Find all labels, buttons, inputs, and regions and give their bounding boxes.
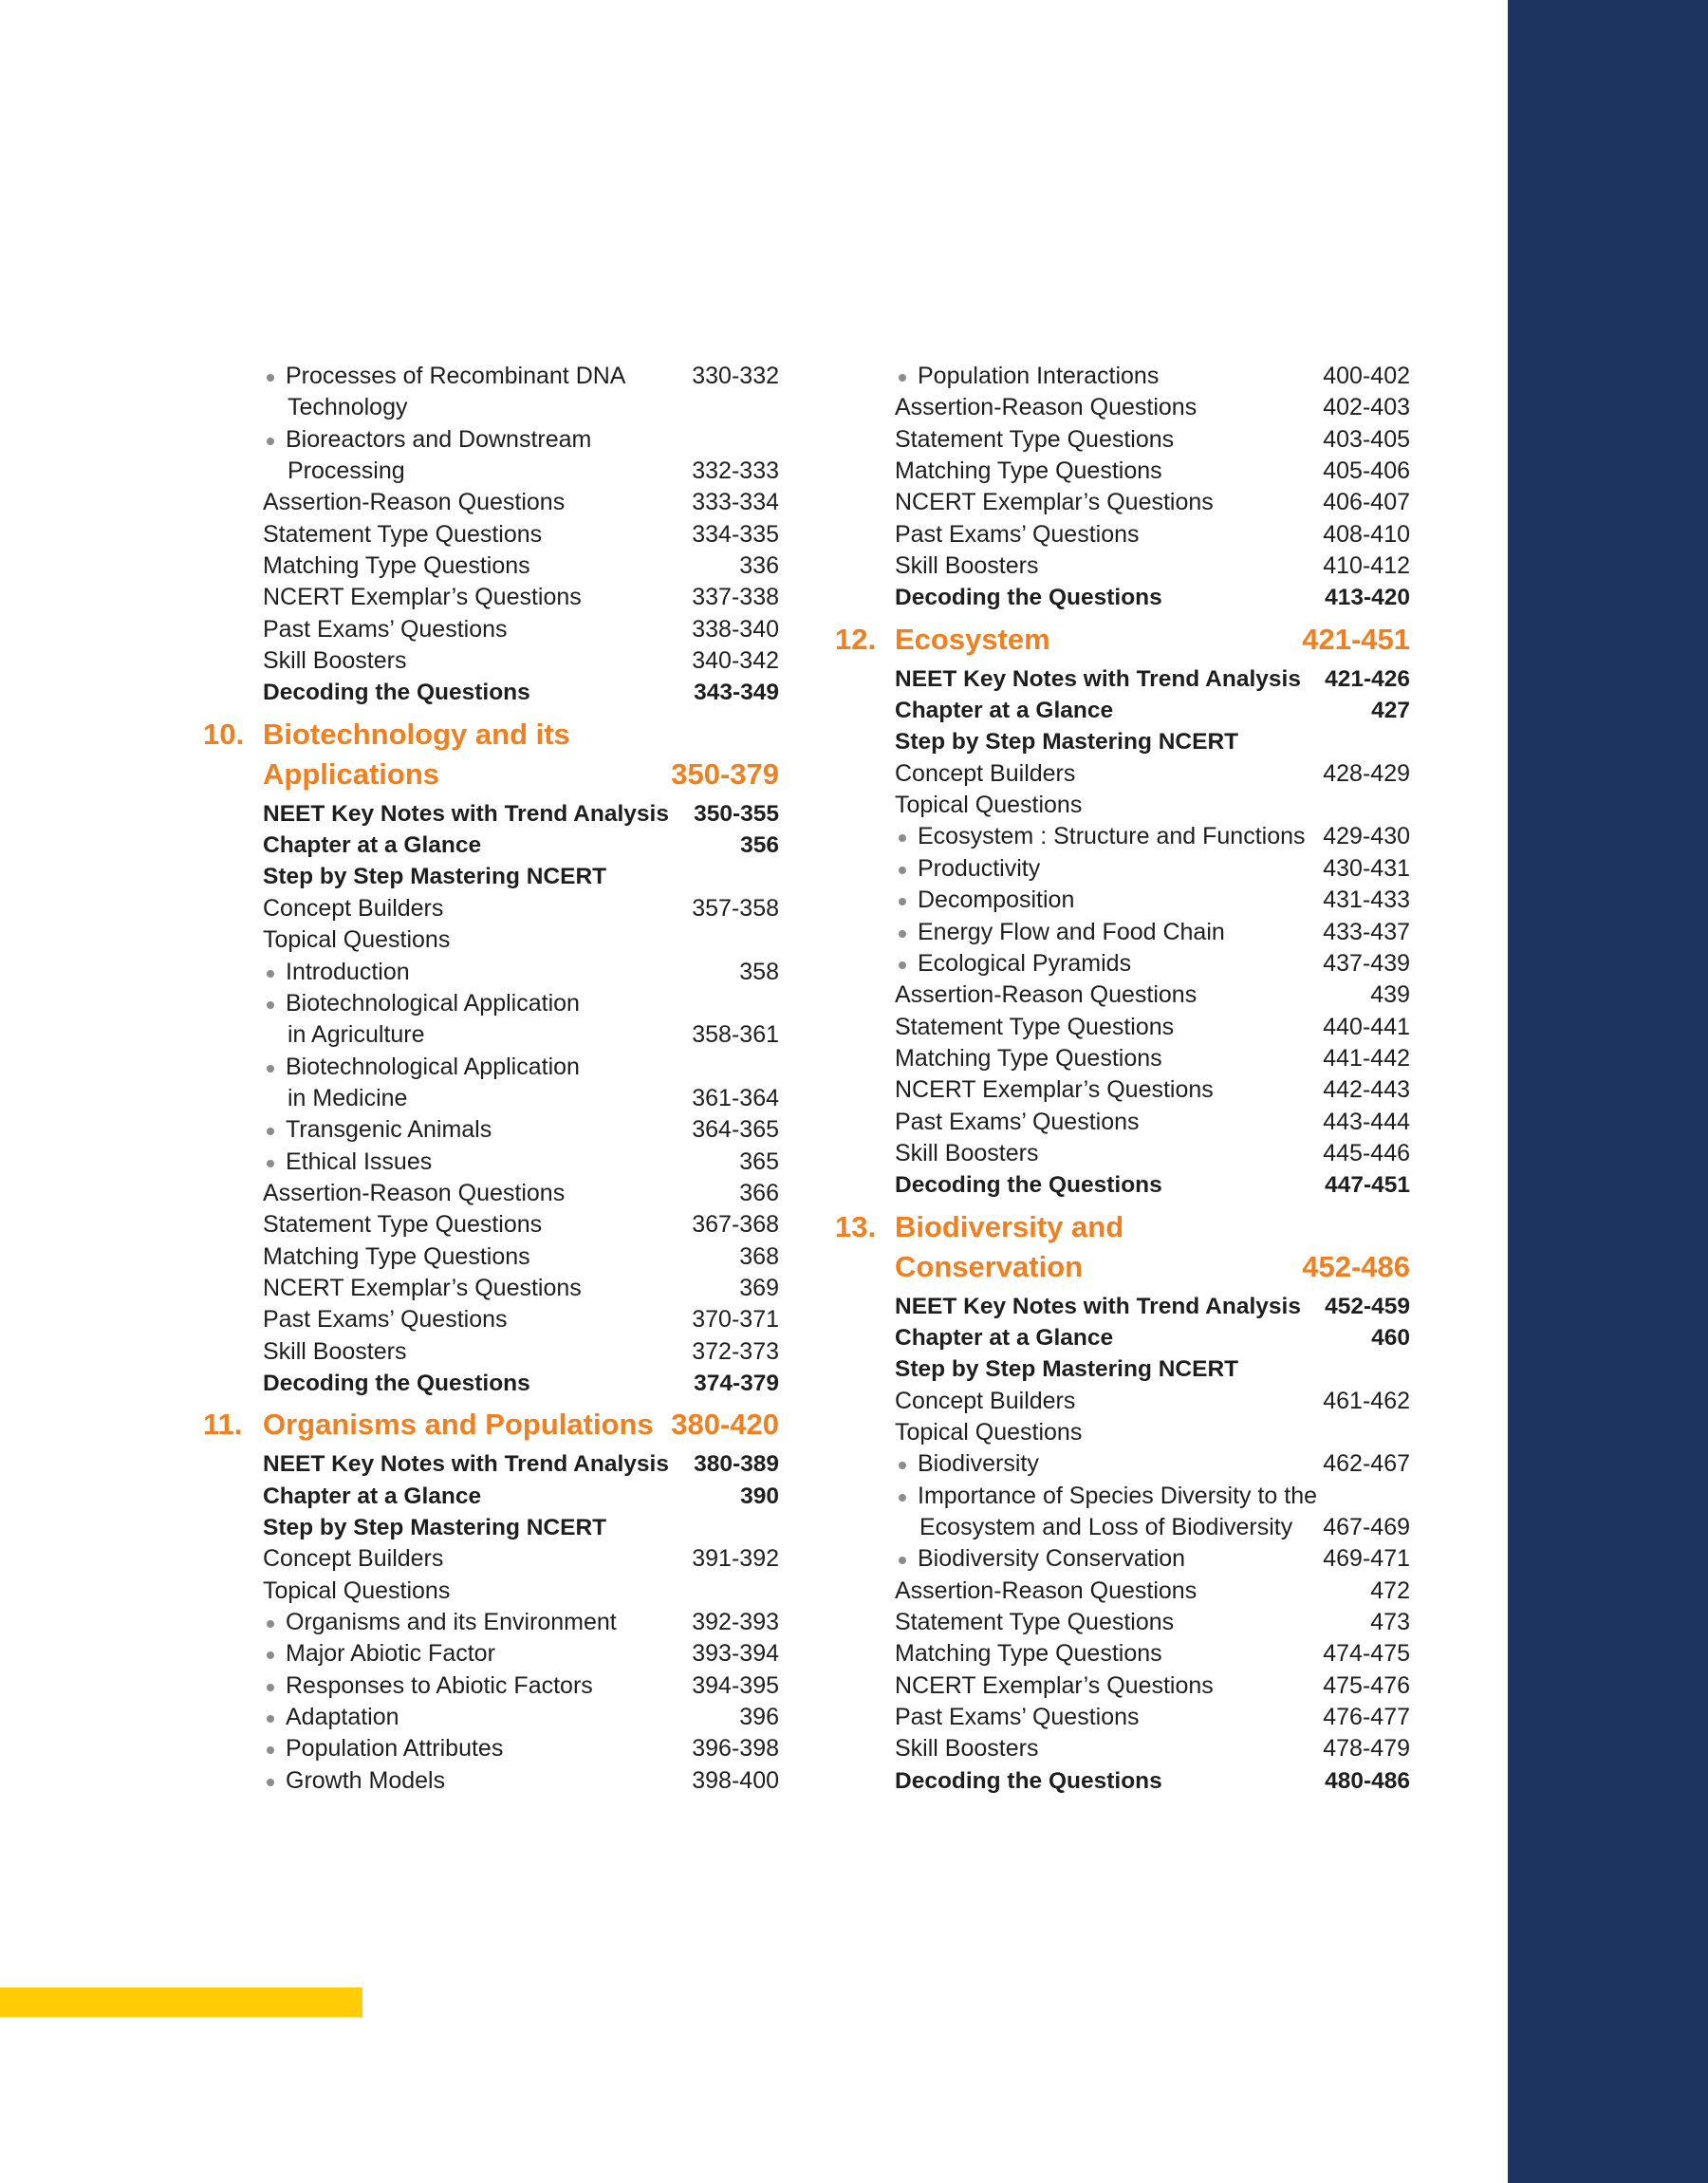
toc-entry-page: 428-429: [1323, 759, 1410, 787]
toc-entry-title: in Medicine: [288, 1084, 408, 1111]
toc-entry-page: 391-392: [692, 1545, 779, 1573]
toc-entry-title: Decoding the Questions: [263, 680, 530, 706]
toc-entry[interactable]: [835, 519, 1410, 550]
toc-entry-title: Decomposition: [918, 886, 1075, 914]
toc-entry-title: NCERT Exemplar’s Questions: [895, 1076, 1214, 1104]
toc-entry-page: 452-459: [1325, 1293, 1410, 1319]
chapter-pages: 452-486: [1302, 1249, 1410, 1283]
toc-entry[interactable]: [203, 456, 779, 487]
toc-entry[interactable]: [203, 957, 779, 988]
toc-items-continued-ch11: [835, 361, 1410, 614]
toc-entry-title: Chapter at a Glance: [263, 1483, 482, 1509]
toc-entry-title: Past Exams’ Questions: [895, 520, 1140, 548]
toc-entry-title: Assertion-Reason Questions: [895, 1577, 1197, 1604]
toc-entry-page: 336: [739, 552, 779, 580]
toc-entry[interactable]: [203, 924, 779, 956]
toc-entry-page: 396: [739, 1704, 779, 1731]
toc-entry-title: Ethical Issues: [286, 1147, 433, 1175]
toc-entry-title: Statement Type Questions: [895, 1013, 1175, 1040]
toc-entry[interactable]: [835, 392, 1410, 423]
toc-entry-page: 398-400: [692, 1766, 779, 1794]
toc-entry-page: 447-451: [1325, 1172, 1410, 1199]
toc-entry[interactable]: [835, 1512, 1410, 1543]
toc-left-column: [203, 361, 779, 1797]
toc-items-ch12: [835, 663, 1410, 1202]
toc-entry-page: 358-361: [692, 1021, 779, 1049]
toc-entry-title: Decoding the Questions: [895, 585, 1162, 611]
toc-entry-page: 356: [740, 832, 779, 859]
toc-entry[interactable]: [835, 980, 1410, 1011]
toc-entry-page: 429-430: [1323, 823, 1410, 850]
toc-entry-page: 369: [739, 1274, 779, 1301]
toc-entry[interactable]: [203, 1638, 779, 1670]
toc-entry-page: 473: [1370, 1609, 1410, 1636]
toc-entry[interactable]: [835, 456, 1410, 487]
toc-entry-title: Ecological Pyramids: [918, 949, 1132, 977]
toc-entry-title: Step by Step Mastering NCERT: [895, 1356, 1239, 1383]
toc-entry-page: 368: [739, 1242, 779, 1270]
toc-entry-title: Skill Boosters: [263, 1337, 407, 1365]
toc-entry-title: Decoding the Questions: [895, 1172, 1162, 1199]
toc-entry-title: Past Exams’ Questions: [895, 1108, 1140, 1135]
toc-entry-page: 330-332: [692, 363, 779, 389]
toc-entry[interactable]: [835, 1012, 1410, 1043]
toc-entry[interactable]: [835, 853, 1410, 885]
chapter-number: 12.: [835, 622, 877, 656]
toc-entry-title: Matching Type Questions: [895, 1044, 1162, 1072]
toc-entry-title: Skill Boosters: [895, 1139, 1039, 1166]
toc-entry-title: Skill Boosters: [895, 552, 1039, 580]
toc-entry-title: Processes of Recombinant DNA: [286, 363, 626, 389]
toc-entry-page: 396-398: [692, 1735, 779, 1763]
toc-entry[interactable]: [835, 885, 1410, 916]
toc-entry-title: Concept Builders: [895, 1387, 1076, 1414]
toc-entry[interactable]: [835, 1638, 1410, 1670]
toc-entry-title: Step by Step Mastering NCERT: [263, 1515, 607, 1540]
toc-entry-title: Decoding the Questions: [895, 1767, 1162, 1794]
toc-entry[interactable]: [835, 1074, 1410, 1106]
toc-entry[interactable]: [203, 361, 779, 392]
chapter-heading-12[interactable]: [835, 620, 1410, 660]
toc-entry[interactable]: [203, 487, 779, 518]
chapter-heading-10[interactable]: [203, 715, 779, 755]
chapter-heading-13[interactable]: [835, 1207, 1410, 1247]
toc-entry[interactable]: [203, 1083, 779, 1114]
toc-entry[interactable]: [203, 1670, 779, 1702]
toc-entry-title: Assertion-Reason Questions: [895, 394, 1197, 421]
toc-entry-page: 358: [739, 958, 779, 985]
toc-entry[interactable]: [835, 1448, 1410, 1480]
toc-entry-page: 433-437: [1323, 918, 1410, 945]
toc-entry-title: Biodiversity: [918, 1450, 1039, 1478]
toc-entry[interactable]: [835, 361, 1410, 392]
toc-entry-page: 443-444: [1323, 1108, 1410, 1135]
toc-entry[interactable]: [203, 392, 779, 423]
toc-entry[interactable]: [203, 988, 779, 1019]
toc-entry[interactable]: [835, 1291, 1410, 1322]
toc-entry-title: NCERT Exemplar’s Questions: [895, 489, 1214, 516]
toc-entry-page: 403-405: [1323, 425, 1410, 453]
toc-entry-page: 393-394: [692, 1640, 779, 1668]
toc-entry-title: NEET Key Notes with Trend Analysis: [895, 665, 1301, 692]
toc-entry[interactable]: [835, 663, 1410, 695]
toc-entry-title: Topical Questions: [895, 1418, 1083, 1446]
toc-entry-page: 380-389: [694, 1451, 779, 1478]
toc-entry-title: Past Exams’ Questions: [895, 1704, 1140, 1731]
toc-entry-title: Transgenic Animals: [286, 1116, 492, 1144]
toc-entry-title: Biodiversity Conservation: [918, 1545, 1186, 1573]
chapter-title-line2: Applications: [263, 756, 440, 791]
toc-items-ch10: [203, 798, 779, 1400]
toc-entry[interactable]: [203, 582, 779, 613]
toc-entry-page: 430-431: [1323, 854, 1410, 882]
toc-entry[interactable]: [203, 519, 779, 550]
toc-entry[interactable]: [203, 1702, 779, 1733]
chapter-number: 11.: [203, 1408, 243, 1442]
toc-entry-page: 400-402: [1323, 363, 1410, 389]
toc-entry-title: Matching Type Questions: [263, 552, 530, 580]
toc-entry[interactable]: [835, 726, 1410, 757]
toc-entry[interactable]: [203, 614, 779, 645]
toc-entry-title: Introduction: [286, 958, 410, 985]
toc-entry[interactable]: [203, 1209, 779, 1241]
toc-entry-title: Matching Type Questions: [263, 1242, 530, 1270]
toc-entry[interactable]: [835, 695, 1410, 726]
toc-entry-page: 462-467: [1323, 1450, 1410, 1478]
toc-entry-page: 480-486: [1325, 1767, 1410, 1794]
toc-entry-page: 437-439: [1323, 949, 1410, 977]
toc-entry-title: NEET Key Notes with Trend Analysis: [895, 1293, 1301, 1319]
toc-entry-page: 340-342: [692, 647, 779, 675]
toc-entry-page: 367-368: [692, 1211, 779, 1239]
toc-entry-title: Chapter at a Glance: [895, 698, 1114, 724]
toc-entry[interactable]: [835, 1481, 1410, 1512]
chapter-title: Organisms and Populations: [263, 1408, 654, 1442]
toc-entry[interactable]: [203, 1576, 779, 1607]
toc-entry-title: Statement Type Questions: [895, 425, 1175, 453]
toc-entry-title: Technology: [288, 394, 408, 421]
toc-entry[interactable]: [835, 487, 1410, 518]
toc-entry[interactable]: [835, 1169, 1410, 1201]
toc-entry[interactable]: [203, 1304, 779, 1335]
toc-entry-page: 427: [1371, 698, 1410, 724]
toc-entry[interactable]: [835, 1322, 1410, 1353]
toc-entry-title: NCERT Exemplar’s Questions: [263, 584, 582, 611]
toc-entry-title: Ecosystem : Structure and Functions: [918, 823, 1306, 850]
toc-entry[interactable]: [835, 917, 1410, 948]
toc-entry[interactable]: [203, 1019, 779, 1051]
toc-entry-title: Statement Type Questions: [263, 1211, 543, 1239]
toc-entry-page: 350-355: [694, 800, 779, 827]
toc-items-ch13: [835, 1291, 1410, 1798]
toc-entry-page: 406-407: [1323, 489, 1410, 516]
toc-entry-page: 439: [1370, 981, 1410, 1009]
toc-entry[interactable]: [835, 948, 1410, 980]
toc-entry-title: Concept Builders: [263, 894, 444, 922]
chapter-number: 10.: [203, 717, 245, 751]
toc-entry[interactable]: [835, 582, 1410, 613]
yellow-accent-bar: [0, 1987, 362, 2017]
toc-entry-page: 370-371: [692, 1306, 779, 1334]
toc-entry-page: 474-475: [1323, 1640, 1410, 1668]
toc-entry-title: Step by Step Mastering NCERT: [263, 864, 607, 890]
toc-entry-page: 408-410: [1323, 520, 1410, 548]
toc-entry-title: Processing: [288, 457, 405, 485]
toc-entry-title: Skill Boosters: [263, 647, 407, 675]
toc-entry[interactable]: [203, 1733, 779, 1764]
toc-entry[interactable]: [203, 1336, 779, 1368]
toc-entry[interactable]: [203, 830, 779, 861]
toc-entry[interactable]: [203, 645, 779, 677]
toc-entry-page: 478-479: [1323, 1735, 1410, 1763]
toc-entry-page: 440-441: [1323, 1013, 1410, 1040]
toc-entry[interactable]: [835, 1043, 1410, 1074]
toc-entry-title: Biotechnological Application: [286, 1053, 580, 1080]
toc-entry-title: Importance of Species Diversity to the: [918, 1482, 1318, 1509]
toc-entry-page: 343-349: [694, 680, 779, 706]
toc-entry[interactable]: [203, 1512, 779, 1543]
toc-entry[interactable]: [835, 550, 1410, 582]
toc-entry-title: Adaptation: [286, 1704, 399, 1731]
toc-entry[interactable]: [203, 1607, 779, 1638]
toc-entry-title: Chapter at a Glance: [895, 1324, 1114, 1351]
toc-entry[interactable]: [203, 550, 779, 582]
toc-entry-page: 334-335: [692, 520, 779, 548]
toc-entry-page: 366: [739, 1179, 779, 1206]
toc-entry-title: Responses to Abiotic Factors: [286, 1671, 593, 1699]
toc-entry[interactable]: [835, 1733, 1410, 1764]
toc-entry[interactable]: [203, 1273, 779, 1304]
toc-entry-title: Past Exams’ Questions: [263, 1306, 508, 1334]
toc-entry-page: 476-477: [1323, 1704, 1410, 1731]
toc-entry[interactable]: [835, 1353, 1410, 1385]
toc-items-continued-ch9: [203, 361, 779, 709]
toc-right-column: [835, 361, 1410, 1797]
toc-entry-page: 332-333: [692, 457, 779, 485]
toc-entry-page: 374-379: [694, 1370, 779, 1396]
chapter-heading-10-line2[interactable]: [203, 755, 779, 794]
chapter-pages: 350-379: [671, 756, 779, 791]
toc-entry[interactable]: [203, 1765, 779, 1797]
toc-entry[interactable]: [203, 1481, 779, 1512]
toc-entry[interactable]: [203, 1178, 779, 1209]
toc-entry-page: 467-469: [1323, 1514, 1410, 1540]
toc-entry-title: Growth Models: [286, 1766, 446, 1794]
toc-entry-title: Biotechnological Application: [286, 989, 580, 1017]
toc-entry-title: Ecosystem and Loss of Biodiversity: [919, 1514, 1293, 1540]
toc-entry[interactable]: [203, 1147, 779, 1178]
toc-entry-page: 392-393: [692, 1609, 779, 1636]
toc-entry-title: Matching Type Questions: [895, 457, 1162, 485]
toc-entry-title: Assertion-Reason Questions: [263, 489, 566, 516]
toc-entry[interactable]: [203, 861, 779, 892]
toc-entry[interactable]: [835, 758, 1410, 790]
toc-entry-title: NEET Key Notes with Trend Analysis: [263, 1451, 669, 1478]
toc-entry-title: Step by Step Mastering NCERT: [895, 729, 1239, 756]
toc-entry-page: 364-365: [692, 1116, 779, 1144]
toc-entry-page: 469-471: [1323, 1545, 1410, 1573]
toc-entry-page: 472: [1370, 1577, 1410, 1604]
toc-entry-page: 405-406: [1323, 457, 1410, 485]
toc-entry-page: 402-403: [1323, 394, 1410, 421]
chapter-heading-13-line2[interactable]: [835, 1247, 1410, 1287]
chapter-pages: 380-420: [671, 1408, 779, 1442]
toc-entry-title: Assertion-Reason Questions: [263, 1179, 566, 1206]
toc-entry[interactable]: [835, 1138, 1410, 1169]
toc-entry[interactable]: [835, 1543, 1410, 1575]
toc-entry-title: Productivity: [918, 854, 1041, 882]
toc-entry[interactable]: [835, 1107, 1410, 1138]
toc-entry-title: Chapter at a Glance: [263, 832, 482, 859]
toc-entry-title: Population Attributes: [286, 1735, 504, 1763]
toc-entry-title: Topical Questions: [263, 926, 451, 954]
toc-entry[interactable]: [835, 1765, 1410, 1797]
toc-entry[interactable]: [203, 1448, 779, 1480]
toc-entry-title: Energy Flow and Food Chain: [918, 918, 1225, 945]
toc-entry-page: 475-476: [1323, 1671, 1410, 1699]
toc-entry[interactable]: [835, 1607, 1410, 1638]
toc-entry-page: 431-433: [1323, 886, 1410, 914]
toc-entry-title: NCERT Exemplar’s Questions: [895, 1671, 1214, 1699]
chapter-title-line1: Biodiversity and: [895, 1209, 1124, 1243]
toc-entry-title: NEET Key Notes with Trend Analysis: [263, 800, 669, 827]
toc-entry[interactable]: [203, 677, 779, 708]
toc-entry-page: 357-358: [692, 894, 779, 922]
toc-entry-title: Decoding the Questions: [263, 1370, 530, 1396]
chapter-number: 13.: [835, 1209, 877, 1243]
toc-entry-page: 460: [1371, 1324, 1410, 1351]
toc-entry-title: Skill Boosters: [895, 1735, 1039, 1763]
toc-entry[interactable]: [203, 1543, 779, 1575]
toc-entry-page: 361-364: [692, 1084, 779, 1111]
chapter-heading-11[interactable]: [203, 1405, 779, 1445]
chapter-title: Ecosystem: [895, 622, 1050, 656]
toc-entry[interactable]: [203, 1052, 779, 1083]
toc-entry-title: Major Abiotic Factor: [286, 1640, 495, 1668]
toc-entry-page: 365: [739, 1147, 779, 1175]
toc-entry-title: Assertion-Reason Questions: [895, 981, 1197, 1009]
toc-entry[interactable]: [203, 1368, 779, 1399]
toc-entry-title: in Agriculture: [288, 1021, 425, 1049]
toc-entry-page: 394-395: [692, 1671, 779, 1699]
toc-entry[interactable]: [835, 790, 1410, 821]
toc-entry-page: 413-420: [1325, 585, 1410, 611]
toc-entry-title: Topical Questions: [263, 1577, 451, 1604]
toc-entry-page: 461-462: [1323, 1387, 1410, 1414]
toc-entry[interactable]: [203, 1241, 779, 1273]
toc-entry-page: 441-442: [1323, 1044, 1410, 1072]
toc-entry-title: Concept Builders: [263, 1545, 444, 1573]
toc-entry-title: Population Interactions: [918, 363, 1160, 389]
toc-entry-title: Past Exams’ Questions: [263, 615, 508, 643]
toc-entry-title: Concept Builders: [895, 759, 1076, 787]
toc-entry-page: 410-412: [1323, 552, 1410, 580]
toc-entry-title: Bioreactors and Downstream: [286, 425, 592, 453]
toc-entry[interactable]: [835, 1576, 1410, 1607]
toc-items-ch11: [203, 1448, 779, 1797]
toc-entry-title: NCERT Exemplar’s Questions: [263, 1274, 582, 1301]
toc-entry-page: 445-446: [1323, 1139, 1410, 1166]
side-color-band: [1508, 0, 1708, 2183]
toc-entry[interactable]: [835, 424, 1410, 456]
toc-entry-page: 442-443: [1323, 1076, 1410, 1104]
toc-entry-title: Topical Questions: [895, 792, 1083, 819]
toc-entry[interactable]: [203, 893, 779, 924]
toc-entry-title: Statement Type Questions: [263, 520, 543, 548]
toc-entry-page: 338-340: [692, 615, 779, 643]
toc-entry-page: 421-426: [1325, 665, 1410, 692]
chapter-title-line1: Biotechnology and its: [263, 717, 570, 751]
toc-entry-title: Statement Type Questions: [895, 1609, 1175, 1636]
toc-entry[interactable]: [835, 1386, 1410, 1417]
toc-entry-page: 333-334: [692, 489, 779, 516]
toc-entry[interactable]: [835, 821, 1410, 852]
toc-entry[interactable]: [835, 1417, 1410, 1448]
toc-entry-title: Matching Type Questions: [895, 1640, 1162, 1668]
toc-entry-page: 390: [740, 1483, 779, 1509]
chapter-title-line2: Conservation: [895, 1249, 1084, 1283]
toc-entry-page: 372-373: [692, 1337, 779, 1365]
toc-entry[interactable]: [835, 1670, 1410, 1702]
toc-entry[interactable]: [835, 1702, 1410, 1733]
chapter-pages: 421-451: [1302, 622, 1410, 656]
toc-entry[interactable]: [203, 798, 779, 830]
toc-entry[interactable]: [203, 424, 779, 456]
toc-entry-title: Organisms and its Environment: [286, 1609, 617, 1636]
toc-entry[interactable]: [203, 1114, 779, 1146]
toc-entry-page: 337-338: [692, 584, 779, 611]
